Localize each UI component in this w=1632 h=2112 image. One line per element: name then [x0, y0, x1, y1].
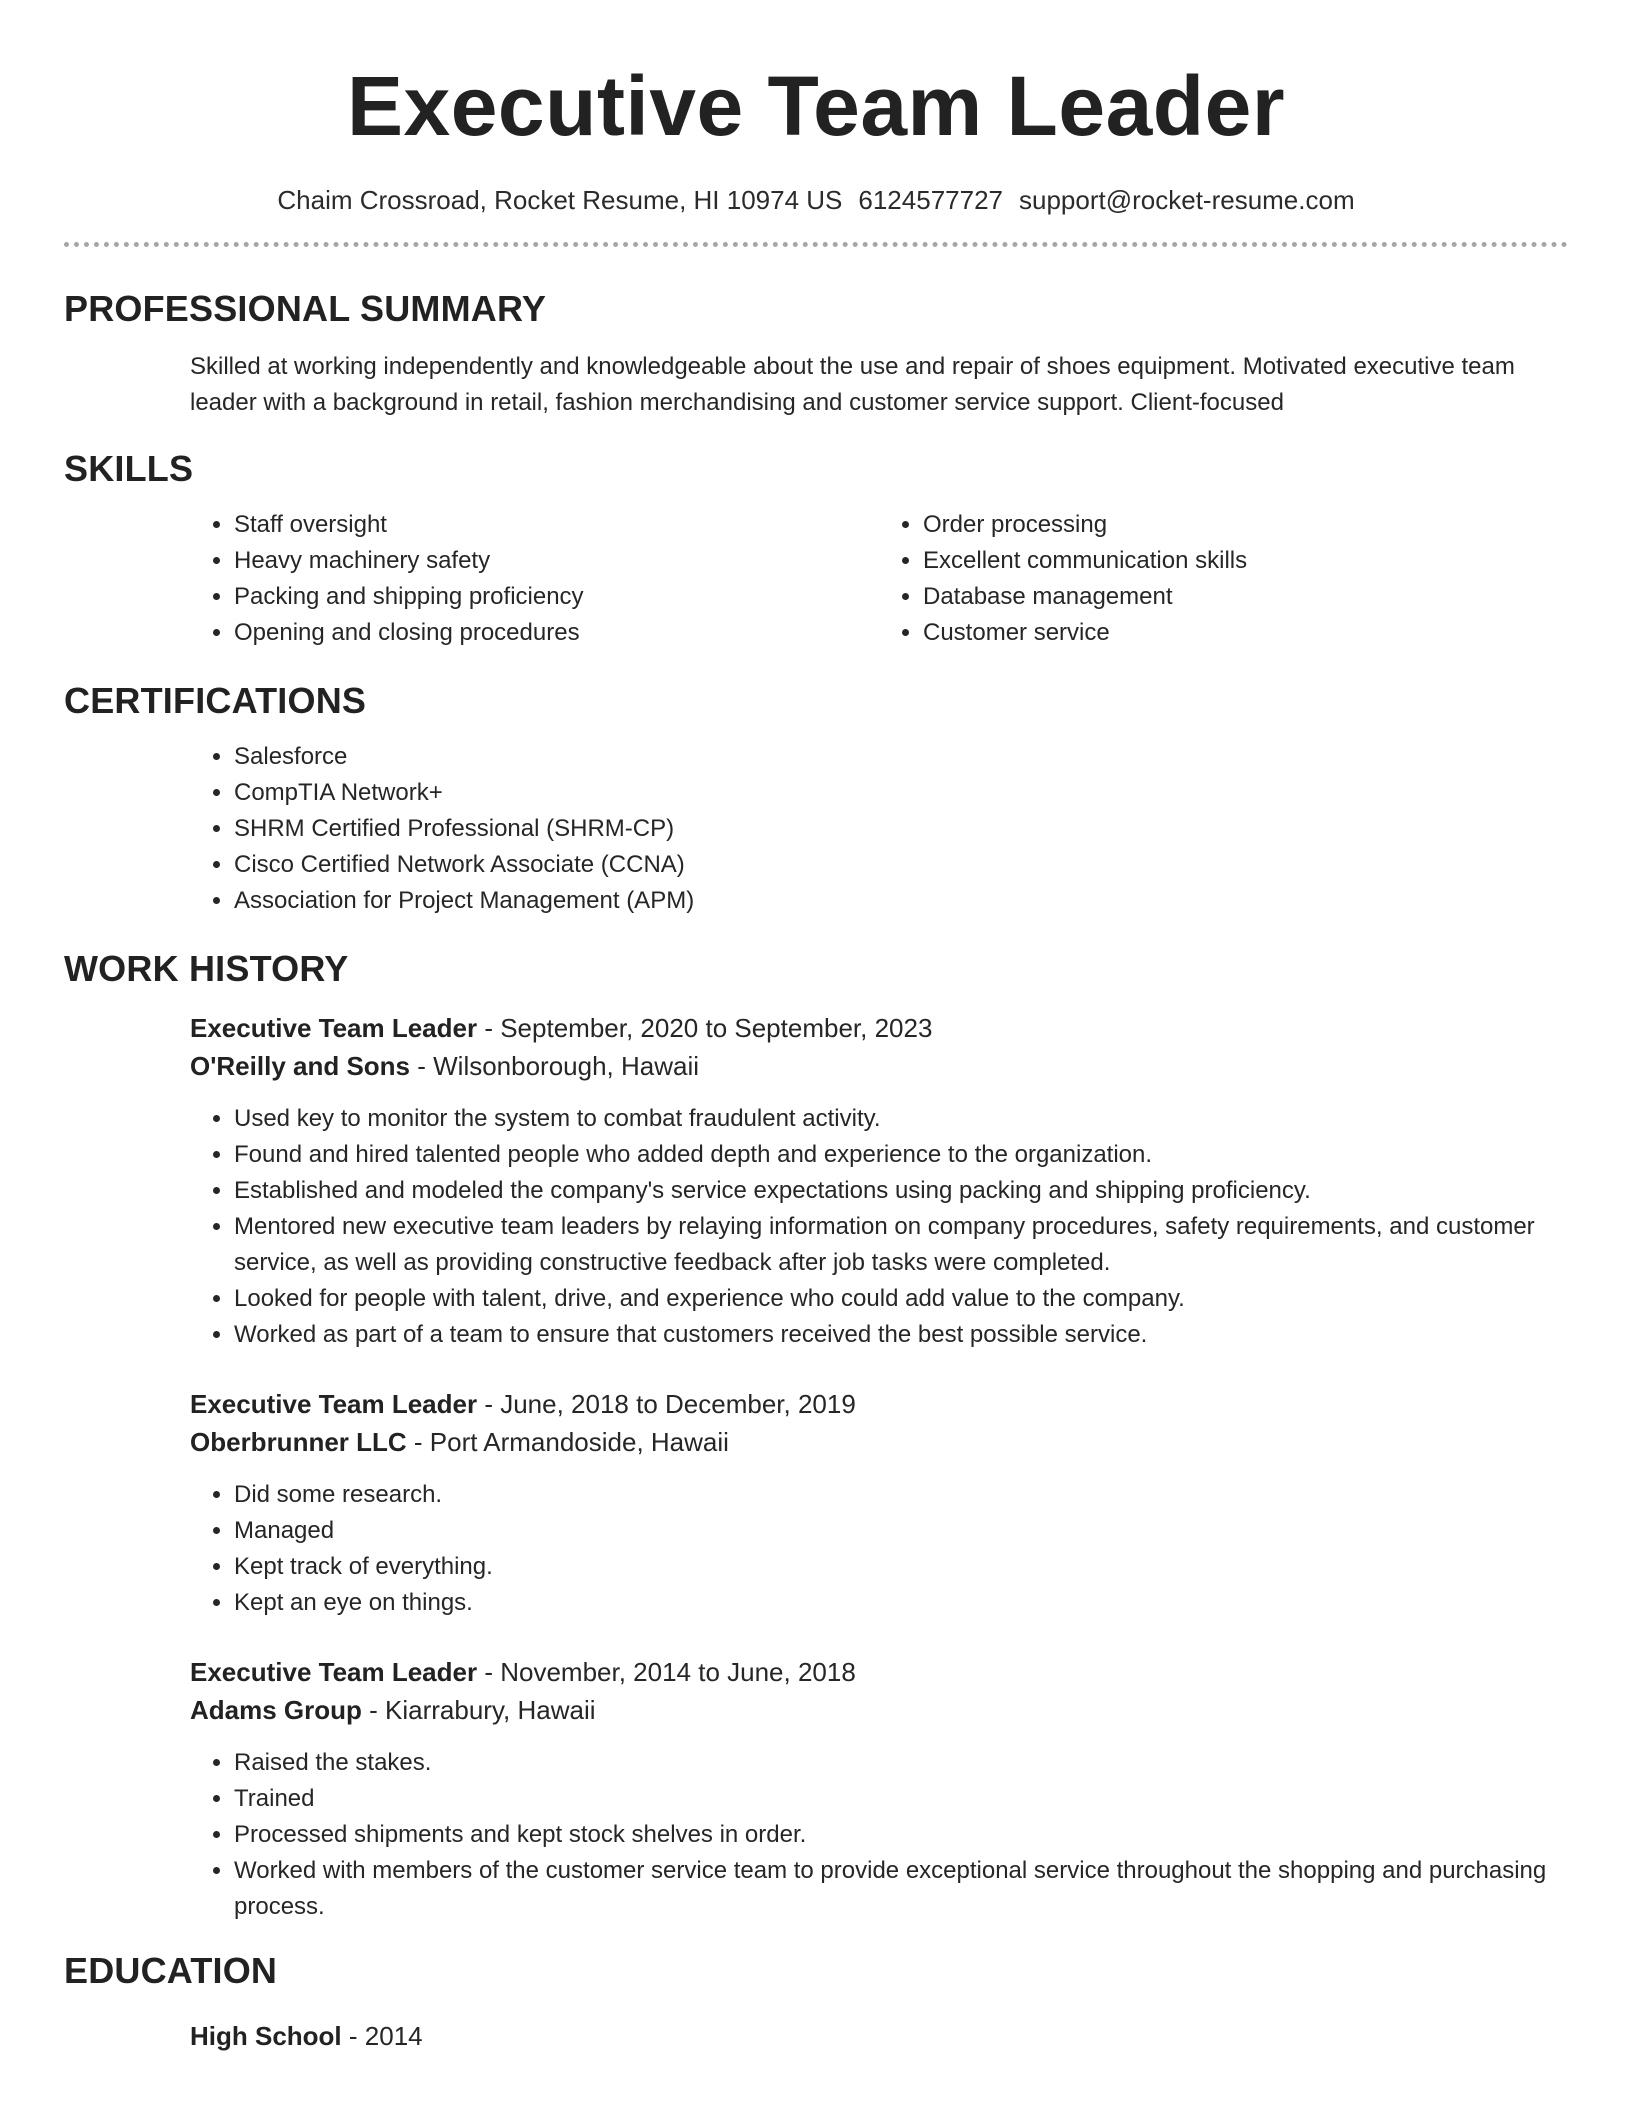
job-company-line	[190, 1423, 1568, 1461]
skill-item: • Packing and shipping proficiency	[234, 579, 879, 615]
job-company-line	[190, 1047, 1568, 1085]
job-dates: - September, 2020 to September, 2023	[477, 1013, 933, 1043]
job-entry	[190, 1009, 1568, 1353]
job-bullet: • Trained	[234, 1781, 1568, 1817]
skill-item: • Heavy machinery safety	[234, 543, 879, 579]
job-bullet: • Looked for people with talent, drive, and experience who could add value to the company.	[234, 1281, 1568, 1317]
skill-item: • Order processing	[923, 507, 1568, 543]
certifications-list	[190, 739, 1568, 919]
job-bullets	[190, 1745, 1568, 1925]
education-degree: High School	[190, 2021, 342, 2051]
education-entry	[190, 2017, 1568, 2055]
job-company: Oberbrunner LLC	[190, 1427, 407, 1457]
job-bullet: • Used key to monitor the system to combat fraudulent activity.	[234, 1101, 1568, 1137]
job-company-line	[190, 1691, 1568, 1729]
section-title-certifications: CERTIFICATIONS	[64, 680, 367, 721]
contact-phone: 6124577727	[858, 185, 1003, 215]
job-role-line	[190, 1653, 1568, 1691]
job-role: Executive Team Leader	[190, 1389, 478, 1419]
summary-text: Skilled at working independently and knowledgeable about the use and repair of shoes equipment. Motivated executive team leader with a background in retail, fashion merchandising and customer service support. Client-focused	[190, 353, 1515, 416]
job-bullet: • Worked as part of a team to ensure that customers received the best possible service.	[234, 1317, 1568, 1353]
skill-item: • Staff oversight	[234, 507, 879, 543]
section-title-summary: PROFESSIONAL SUMMARY	[64, 288, 547, 329]
job-bullet: • Kept an eye on things.	[234, 1585, 1568, 1621]
job-bullet: • Worked with members of the customer service team to provide exceptional service throughout the shopping and purchasing process.	[234, 1853, 1568, 1925]
header-divider	[64, 242, 1568, 247]
job-location: - Kiarrabury, Hawaii	[361, 1695, 596, 1725]
job-bullet: • Managed	[234, 1513, 1568, 1549]
skills-list-right	[879, 507, 1568, 651]
job-company: Adams Group	[190, 1695, 362, 1725]
job-bullet: • Kept track of everything.	[234, 1549, 1568, 1585]
job-entry	[190, 1653, 1568, 1925]
job-role-line	[190, 1009, 1568, 1047]
job-role: Executive Team Leader	[190, 1657, 478, 1687]
job-bullet: • Found and hired talented people who added depth and experience to the organization.	[234, 1137, 1568, 1173]
job-entry	[190, 1385, 1568, 1621]
skill-item: • Customer service	[923, 615, 1568, 651]
skill-item: • Opening and closing procedures	[234, 615, 879, 651]
job-location: - Port Armandoside, Hawaii	[406, 1427, 729, 1457]
job-bullet: • Processed shipments and kept stock shelves in order.	[234, 1817, 1568, 1853]
job-bullets	[190, 1477, 1568, 1621]
job-bullet: • Did some research.	[234, 1477, 1568, 1513]
certification-item: • CompTIA Network+	[234, 775, 1568, 811]
job-role: Executive Team Leader	[190, 1013, 478, 1043]
skills-list-left	[190, 507, 879, 651]
contact-email: support@rocket-resume.com	[1019, 185, 1355, 215]
job-bullet: • Mentored new executive team leaders by relaying information on company procedures, safety requirements, and customer service, as well as providing constructive feedback after job tasks were completed.	[234, 1209, 1568, 1281]
job-dates: - June, 2018 to December, 2019	[477, 1389, 856, 1419]
skill-item: • Excellent communication skills	[923, 543, 1568, 579]
job-bullet: • Raised the stakes.	[234, 1745, 1568, 1781]
job-company: O'Reilly and Sons	[190, 1051, 411, 1081]
section-title-work-history: WORK HISTORY	[64, 948, 349, 989]
resume-name: Executive Team Leader	[346, 59, 1286, 153]
certification-item: • Cisco Certified Network Associate (CCNA)	[234, 847, 1568, 883]
job-role-line	[190, 1385, 1568, 1423]
job-bullets	[190, 1101, 1568, 1353]
skills-grid	[190, 507, 1568, 651]
skill-item: • Database management	[923, 579, 1568, 615]
section-title-education: EDUCATION	[64, 1950, 278, 1991]
job-location: - Wilsonborough, Hawaii	[410, 1051, 700, 1081]
certification-item: • Salesforce	[234, 739, 1568, 775]
section-title-skills: SKILLS	[64, 448, 194, 489]
job-dates: - November, 2014 to June, 2018	[477, 1657, 856, 1687]
certifications-block	[190, 739, 1568, 919]
contact-line	[64, 182, 1568, 218]
certification-item: • Association for Project Management (APM)	[234, 883, 1568, 919]
certification-item: • SHRM Certified Professional (SHRM-CP)	[234, 811, 1568, 847]
job-bullet: • Established and modeled the company's service expectations using packing and shipping proficiency.	[234, 1173, 1568, 1209]
education-year: - 2014	[341, 2021, 423, 2051]
contact-address: Chaim Crossroad, Rocket Resume, HI 10974 US	[277, 185, 843, 215]
